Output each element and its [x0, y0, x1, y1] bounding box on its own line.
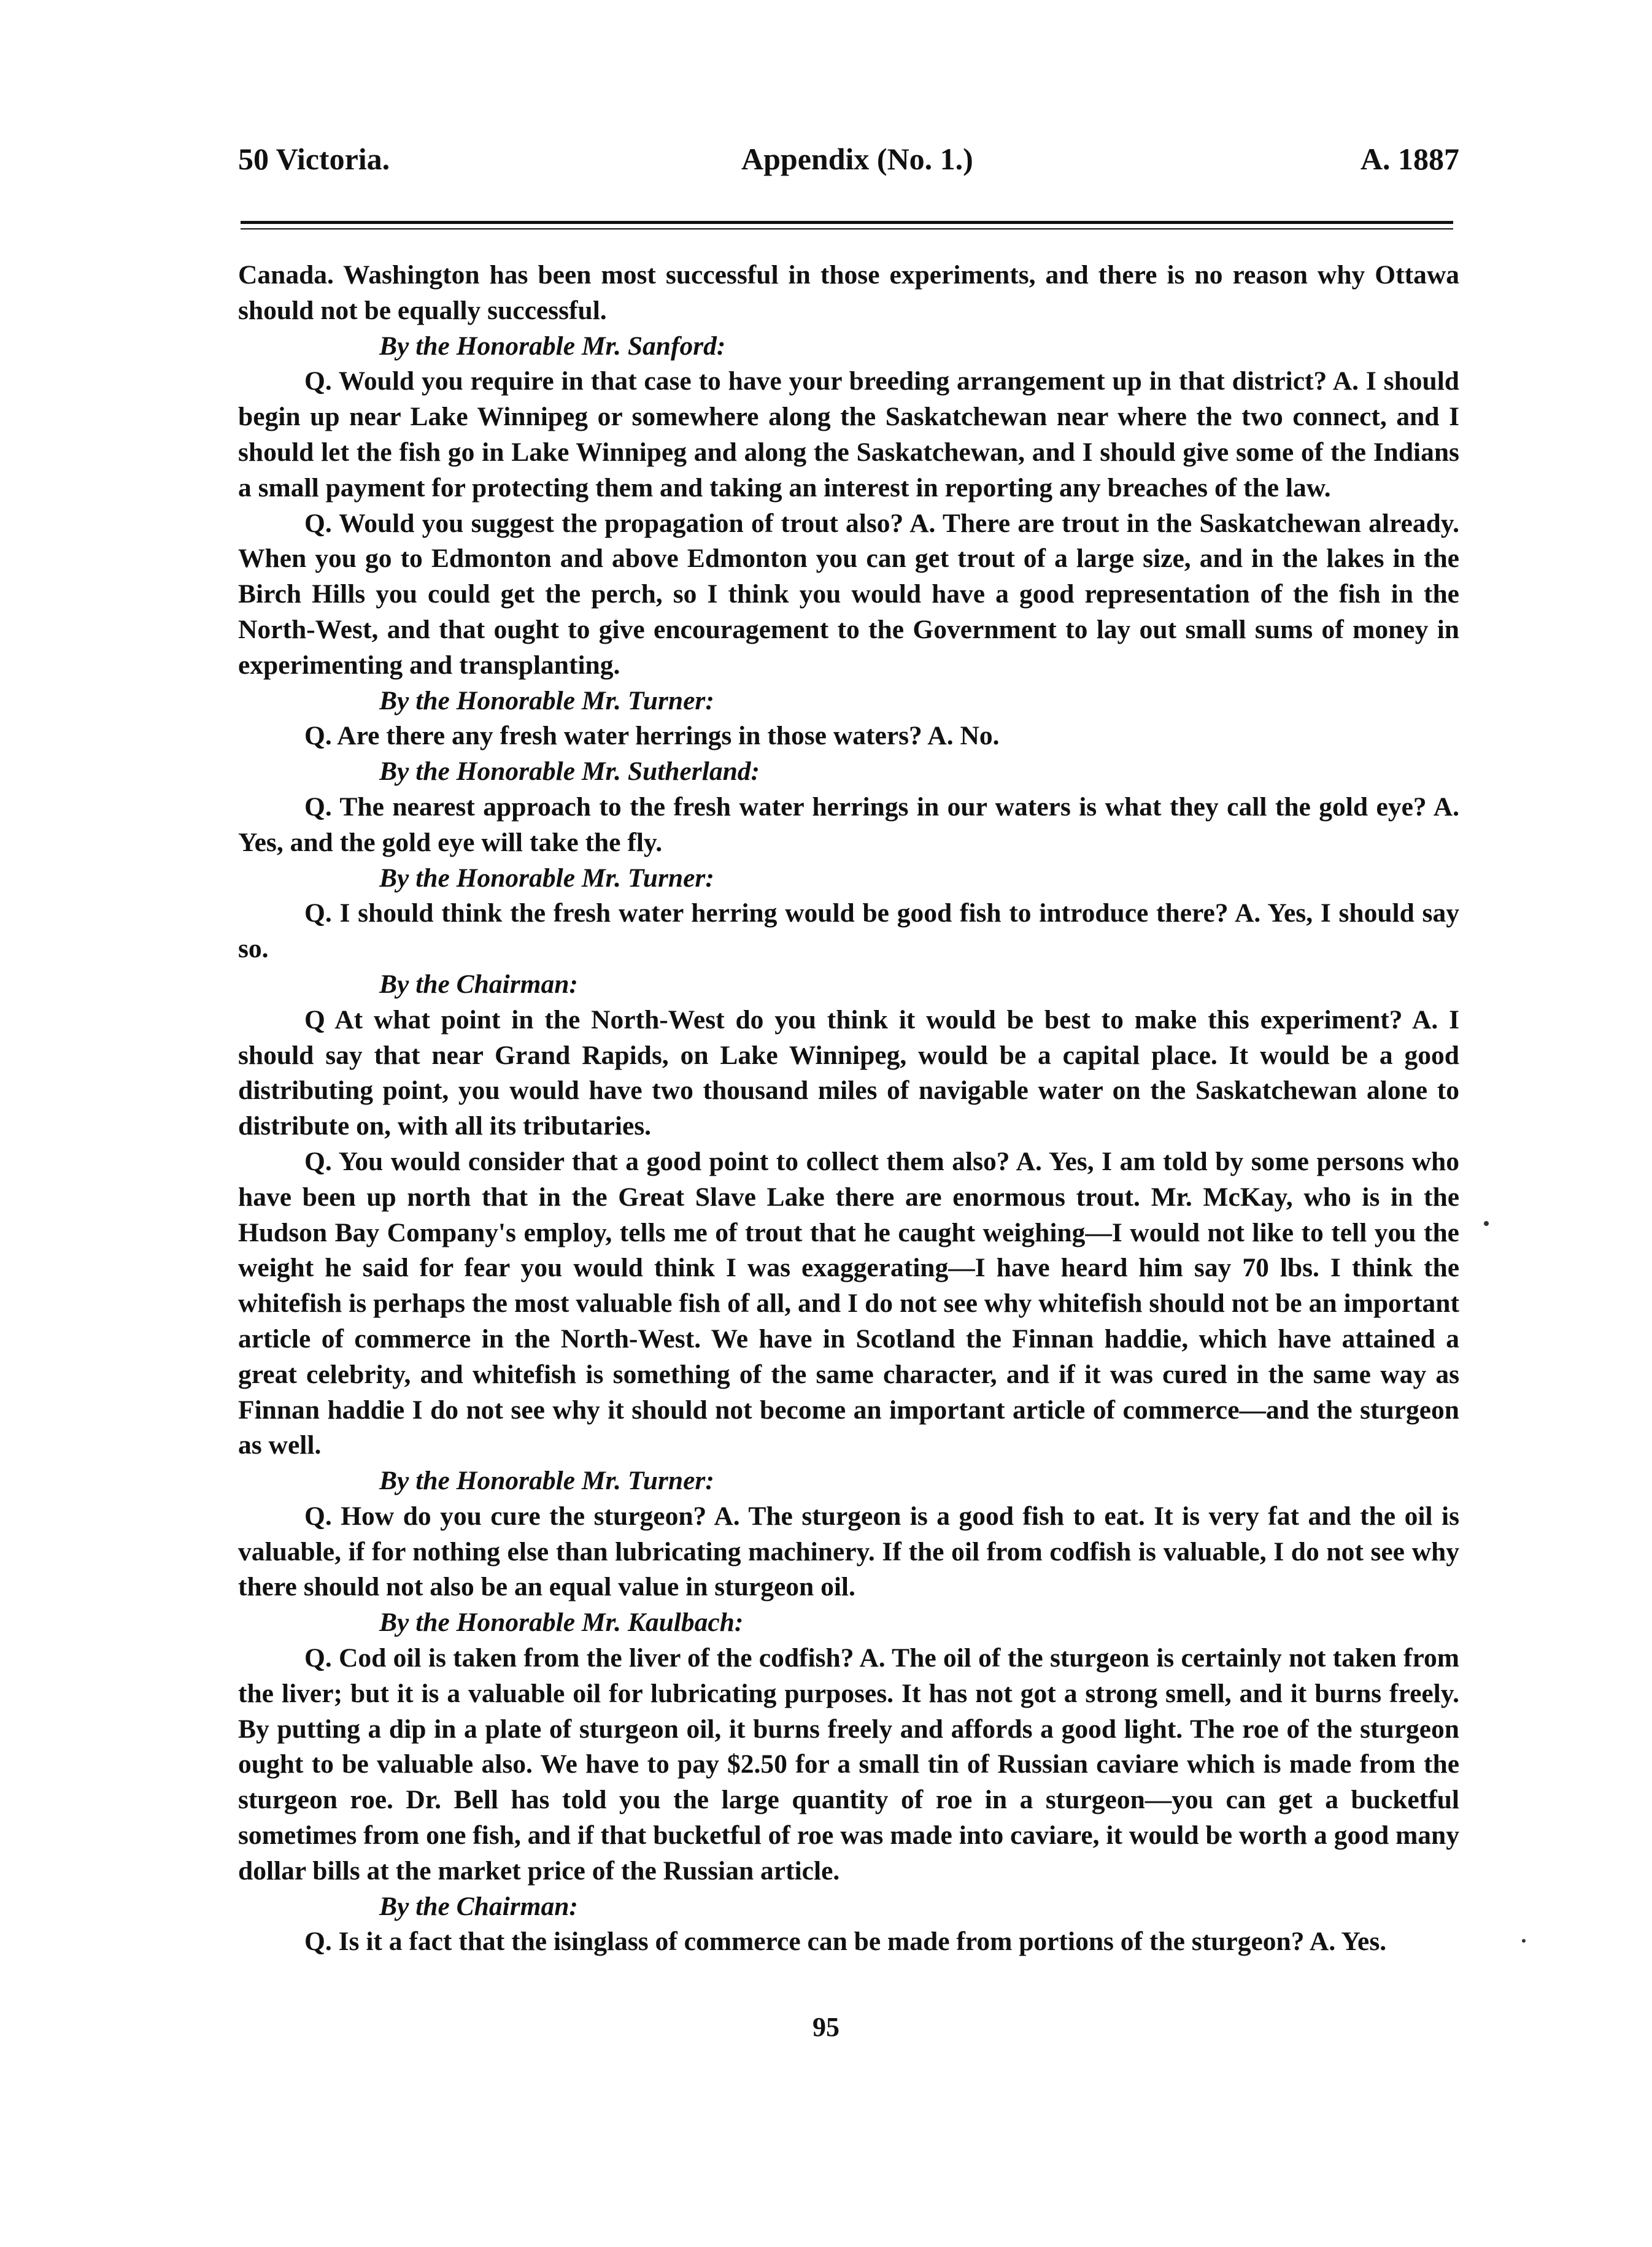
speaker-heading: By the Honorable Mr. Turner: [379, 863, 714, 893]
qa-paragraph: Q. I should think the fresh water herring would be good fish to introduce there? A. Yes, I should say so. [238, 898, 1459, 964]
speaker-heading: By the Honorable Mr. Turner: [379, 685, 714, 715]
speaker-heading: By the Honorable Mr. Sutherland: [379, 757, 760, 787]
header-appendix: Appendix (No. 1.) [741, 142, 973, 176]
speaker-heading: By the Honorable Mr. Kaulbach: [379, 1608, 744, 1638]
qa-paragraph: Q. How do you cure the sturgeon? A. The sturgeon is a good fish to eat. It is very fat and the oil is valuable, if for nothing else than lubricating machinery. If the oil from codfish is valuable, I do not see why there should not also be an equal value in sturgeon oil. [238, 1501, 1459, 1602]
qa-paragraph: Q. Would you suggest the propagation of trout also? A. There are trout in the Saskatchewan already. When you go to Edmonton and above Edmonton you can get trout of a large size, and in the lakes in the Birch Hills you could get the perch, so I think you would have a good representation of the fish in the North-West, and that ought to give encouragement to the Government to lay out small sums of money in experimenting and transplanting. [238, 508, 1459, 680]
qa-paragraph: Q. Cod oil is taken from the liver of the codfish? A. The oil of the sturgeon is certainly not taken from the liver; but it is a valuable oil for lubricating purposes. It has not got a strong smell, and it burns freely. By putting a dip in a plate of sturgeon oil, it burns freely and affords a good light. The roe of the sturgeon ought to be valuable also. We have to pay $2.50 for a small tin of Russian caviare which is made from the sturgeon roe. Dr. Bell has told you the large quantity of roe in a sturgeon—you can get a bucketful sometimes from one fish, and if that bucketful of roe was made into caviare, it would be worth a good many dollar bills at the market price of the Russian article. [238, 1643, 1459, 1886]
header-year: A. 1887 [1360, 142, 1459, 176]
paragraph-continuation: Canada. Washington has been most successful in those experiments, and there is no reason why Ottawa should not be equally successful. [238, 260, 1459, 325]
speaker-heading: By the Honorable Mr. Turner: [379, 1466, 714, 1496]
speaker-heading: By the Honorable Mr. Sanford: [379, 331, 726, 361]
header-rule-thick [241, 221, 1453, 224]
qa-paragraph: Q. The nearest approach to the fresh water herrings in our waters is what they call the gold eye? A. Yes, and the gold eye will take the fly. [238, 792, 1459, 857]
page-number: 95 [812, 2012, 840, 2042]
scan-speck [1484, 1221, 1489, 1226]
qa-paragraph: Q. Is it a fact that the isinglass of commerce can be made from portions of the sturgeon? A. Yes. [304, 1927, 1387, 1957]
header-session: 50 Victoria. [238, 142, 390, 176]
qa-paragraph: Q. You would consider that a good point to collect them also? A. Yes, I am told by some persons who have been up north that in the Great Slave Lake there are enormous trout. Mr. McKay, who is in the Hudson Bay Company's employ, tells me of trout that he caught weighing—I would not like to tell you the weight he said for fear you would think I was exaggerating—I have heard him say 70 lbs. I think the whitefish is perhaps the most valuable fish of all, and I do not see why whitefish should not be an important article of commerce in the North-West. We have in Scotland the Finnan haddie, which have attained a great celebrity, and whitefish is something of the same character, and if it was cured in the same way as Finnan haddie I do not see why it should not become an important article of commerce—and the sturgeon as well. [238, 1146, 1459, 1460]
qa-paragraph: Q. Would you require in that case to have your breeding arrangement up in that district? A. I should begin up near Lake Winnipeg or somewhere along the Saskatchewan near where the two connect, and I should let the fish go in Lake Winnipeg and along the Saskatchewan, and I should give some of the Indians a small payment for protecting them and taking an interest in reporting any breaches of the law. [238, 366, 1459, 503]
header-rule-thin [241, 228, 1453, 229]
running-header [238, 141, 1459, 190]
speaker-heading: By the Chairman: [379, 1891, 578, 1921]
qa-paragraph: Q At what point in the North-West do you think it would be best to make this experiment? A. I should say that near Grand Rapids, on Lake Winnipeg, would be a capital place. It would be a good distributing point, you would have two thousand miles of navigable water on the Saskatchewan alone to distribute on, with all its tributaries. [238, 1004, 1459, 1141]
scan-speck [1522, 1939, 1526, 1943]
speaker-heading: By the Chairman: [379, 969, 578, 999]
qa-paragraph: Q. Are there any fresh water herrings in those waters? A. No. [304, 721, 1000, 751]
page-body [238, 258, 1459, 1960]
